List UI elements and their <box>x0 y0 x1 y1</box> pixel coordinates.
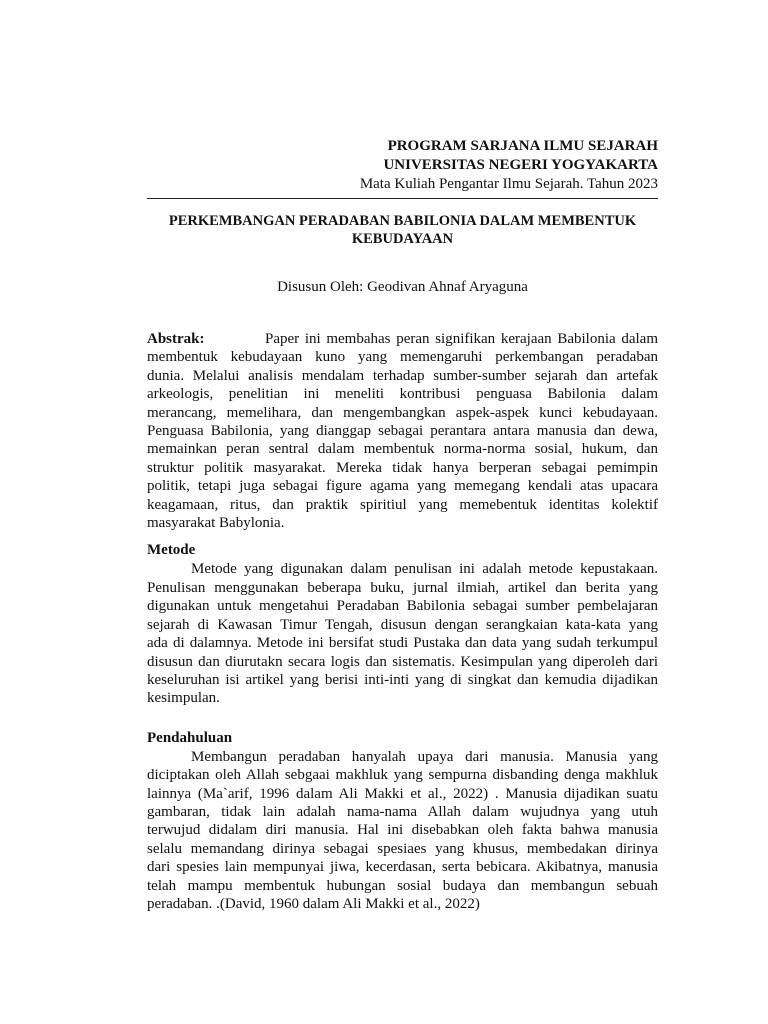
paper-body <box>147 137 658 913</box>
metode-section <box>147 560 658 707</box>
abstract-line: keagamaan, ritus, dan praktik spiritiul yang memebentuk identitas kolektif <box>147 496 658 513</box>
metode-heading: Metode <box>147 542 196 559</box>
title-line: PERKEMBANGAN PERADABAN BABILONIA DALAM MEMBENTUK <box>168 213 637 229</box>
pendahuluan-line: Membangun peradaban hanyalah upaya dari manusia. Manusia yang <box>191 748 658 765</box>
metode-line: sejarah di Kawasan Timur Tengah, disusun dengan serangkaian kata-kata yang <box>147 616 658 633</box>
abstract-line: arkeologis, penelitian ini meneliti kontribusi penguasa Babilonia dalam <box>147 386 658 403</box>
pendahuluan-line: lainnya (Ma`arif, 1996 dalam Ali Makki et al., 2022) . Manusia dijadikan suatu <box>147 785 658 802</box>
university-name: UNIVERSITAS NEGERI YOGYAKARTA <box>383 157 658 173</box>
abstract-line: struktur politik masyarakat. Mereka tidak hanya berperan sebagai pemimpin <box>147 459 658 476</box>
author-line: Disusun Oleh: Geodivan Ahnaf Aryaguna <box>277 279 528 295</box>
pendahuluan-line: diciptakan oleh Allah sebgaai makhluk yang sempurna disbanding denga makhluk <box>147 767 658 784</box>
title-line: KEBUDAYAAN <box>351 231 454 247</box>
pendahuluan-line: gambaran, tidak lain adalah nama-nama Allah dalam wujudnya yang utuh <box>147 803 658 820</box>
metode-line: kesimpulan. <box>147 690 220 707</box>
metode-line: digunakan untuk mengetahui Peradaban Babilonia sebagai sumber pembelajaran <box>147 598 658 615</box>
institution-header <box>147 137 658 194</box>
metode-line: Metode yang digunakan dalam penulisan ini adalah metode kepustakaan. <box>191 561 658 578</box>
abstract-line: memainkan peran sentral dalam membentuk norma-norma sosial, hukum, dan <box>147 441 658 458</box>
pendahuluan-line: dari spesies lain mempunyai jiwa, kecerdasan, serta bebicara. Akibatnya, manusia <box>147 859 658 876</box>
abstract-line: merancang, memelihara, dan mengembangkan aspek-aspek kunci kebudayaan. <box>147 404 658 421</box>
paper-title <box>147 212 658 248</box>
pendahuluan-line: selalu memandang dirinya sebagai spesiaes yang khusus, membedakan dirinya <box>147 840 658 857</box>
abstract-line: politik, tetapi juga sebagai figure agama yang memegang kendali atas upacara <box>147 478 658 495</box>
abstract-section <box>147 330 658 532</box>
metode-line: ada di dalamnya. Metode ini bersifat studi Pustaka dan data yang sudah terkumpul <box>147 635 658 652</box>
abstract-line: dunia. Melalui analisis mendalam terhadap sumber-sumber sejarah dan artefak <box>147 367 658 384</box>
abstract-line: Paper ini membahas peran signifikan kerajaan Babilonia dalam <box>265 331 658 347</box>
abstract-line: masyarakat Babylonia. <box>147 515 285 532</box>
pendahuluan-first-line <box>147 748 658 766</box>
metode-line: keseluruhan isi artikel yang berisi inti-inti yang di singkat dan kemudia dijadikan <box>147 671 658 688</box>
pendahuluan-heading: Pendahuluan <box>147 729 233 746</box>
abstract-line: membentuk kebudayaan kuno yang memengaruhi perkembangan peradaban <box>147 349 658 366</box>
pendahuluan-section <box>147 748 658 914</box>
metode-line: Penulisan menggunakan beberapa buku, jurnal ilmiah, artikel dan berita yang <box>147 579 658 596</box>
metode-first-line <box>147 560 658 578</box>
abstract-label: Abstrak: <box>147 331 205 347</box>
abstract-line: Penguasa Babilonia, yang dianggap sebagai perantara antara manusia dan dewa, <box>147 423 658 440</box>
pendahuluan-line: telah mampu membentuk hubungan sosial budaya dan membangun sebuah <box>147 877 658 894</box>
course-line: Mata Kuliah Pengantar Ilmu Sejarah. Tahun 2023 <box>359 176 658 192</box>
pendahuluan-line: peradaban. .(David, 1960 dalam Ali Makki et al., 2022) <box>147 895 480 912</box>
metode-line: disusun dan diurutakn secara logis dan sistematis. Kesimpulan yang diperoleh dari <box>147 653 658 670</box>
program-name: PROGRAM SARJANA ILMU SEJARAH <box>387 138 658 154</box>
abstract-first-line <box>147 330 658 348</box>
header-divider <box>147 198 658 199</box>
pendahuluan-line: terwujud didalam diri manusia. Hal ini disebabkan oleh fakta bahwa manusia <box>147 822 658 839</box>
